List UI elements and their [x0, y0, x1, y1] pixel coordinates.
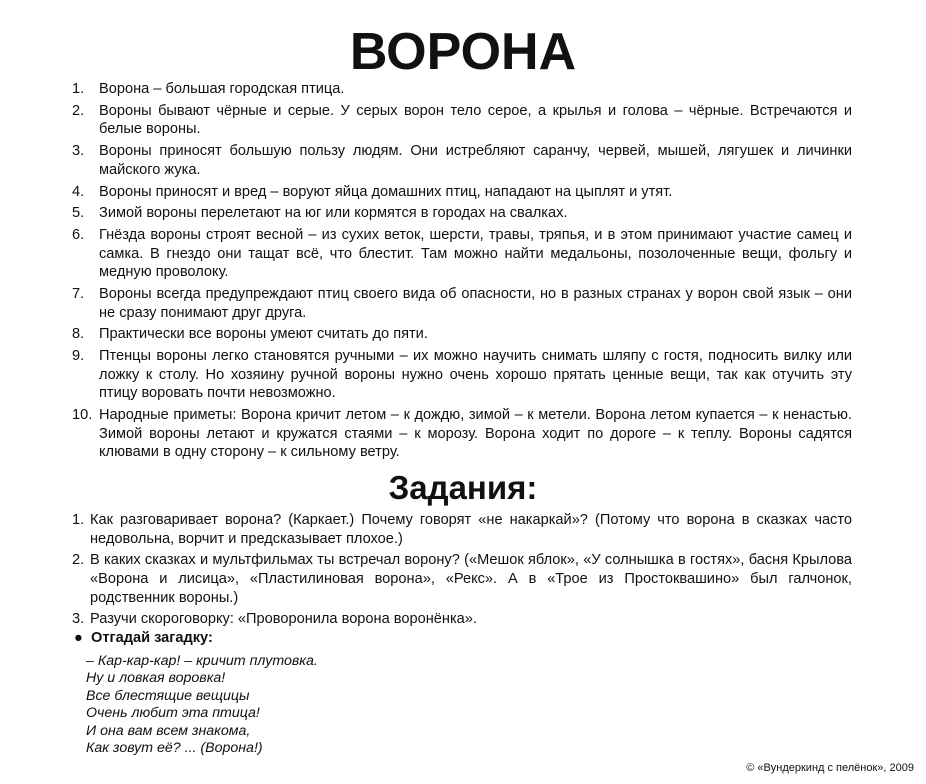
facts-list — [72, 80, 852, 465]
poem-line: – Кар-кар-кар! – кричит плутовка. — [86, 653, 318, 669]
item-number: 6. — [72, 227, 85, 244]
task-number: 1. — [72, 512, 85, 528]
bullet-icon: ● — [74, 630, 83, 646]
task-text: В каких сказках и мультфильмах ты встречал ворону? («Мешок яблок», «У солнышка в гостях», басня Крылова «Ворона и лисица», «Пластилиновая ворона», «Рекс». А в «Трое из Простоквашино» был галчонок, родственник вороны.) — [90, 552, 852, 606]
list-item — [72, 102, 852, 139]
list-item — [72, 325, 852, 344]
riddle-heading — [74, 630, 213, 646]
list-item — [72, 142, 852, 179]
item-number: 3. — [72, 143, 85, 160]
item-text: Зимой вороны перелетают на юг или кормятся в городах на свалках. — [99, 205, 568, 222]
item-text: Вороны приносят и вред – воруют яйца домашних птиц, нападают на цыплят и утят. — [99, 183, 673, 200]
task-item — [72, 610, 852, 629]
item-number: 10. — [72, 407, 93, 424]
task-item — [72, 511, 852, 548]
item-text: Вороны бывают чёрные и серые. У серых ворон тело серое, а крылья и голова – чёрные. Встречаются и белые вороны. — [99, 102, 852, 138]
list-item — [72, 183, 852, 202]
list-item — [72, 204, 852, 223]
item-number: 8. — [72, 326, 85, 343]
task-text: Разучи скороговорку: «Проворонила ворона воронёнка». — [90, 611, 477, 628]
list-item — [72, 347, 852, 403]
list-item — [72, 226, 852, 282]
item-text: Вороны приносят большую пользу людям. Они истребляют саранчу, червей, мышей, лягушек и личинки майского жука. — [99, 143, 852, 178]
page-title: ВОРОНА — [349, 23, 577, 81]
list-item — [72, 80, 852, 99]
copyright-notice: © «Вундеркинд с пелёнок», 2009 — [746, 762, 914, 774]
poem-line: Все блестящие вещицы — [86, 687, 250, 704]
item-text: Гнёзда вороны строят весной – из сухих веток, шерсти, травы, тряпья, и в этом принимают участие самец и самка. В гнездо они тащат всё, что блестит. Там можно найти медальоны, позолоченные вещи, фольгу и медную проволоку. — [99, 227, 852, 281]
tasks-heading: Задания: — [388, 469, 538, 506]
task-number: 3. — [72, 611, 85, 628]
item-number: 4. — [72, 183, 85, 200]
list-item — [72, 285, 852, 322]
task-item — [72, 551, 852, 607]
riddle-heading-label: Отгадай загадку: — [91, 630, 213, 646]
task-text: Как разговаривает ворона? (Каркает.) Почему говорят «не накаркай»? (Потому что ворона в сказках часто недовольна, ворчит и предсказывает плохое.) — [90, 512, 852, 547]
poem-line: Очень любит эта птица! — [86, 705, 260, 722]
item-number: 9. — [72, 348, 85, 365]
list-item — [72, 406, 852, 462]
item-number: 1. — [72, 81, 85, 97]
item-text: Вороны всегда предупреждают птиц своего вида об опасности, но в разных странах у ворон свой язык – они не сразу понимают друг друга. — [99, 286, 852, 321]
item-text: Птенцы вороны легко становятся ручными – их можно научить снимать шляпу с гостя, подносить вилку или ложку к столу. Но хозяину ручной вороны нужно очень хорошо прятать ценные вещи, так как отучить эту птицу воровать почти невозможно. — [99, 348, 852, 402]
poem-line: Как зовут её? ... (Ворона!) — [86, 740, 263, 757]
tasks-list — [72, 511, 852, 632]
item-text: Народные приметы: Ворона кричит летом – к дождю, зимой – к метели. Ворона летом купается – к ненастью. Зимой вороны летают и кружатся стаями – к морозу. Ворона ходит по дороге – к теплу. Вороны садятся клювами в одну сторону – к сильному ветру. — [99, 407, 852, 461]
poem-line: Ну и ловкая воровка! — [86, 670, 226, 687]
poem-line: И она вам всем знакома, — [86, 722, 251, 739]
riddle-poem — [86, 653, 318, 757]
task-number: 2. — [72, 552, 85, 569]
item-number: 7. — [72, 286, 85, 303]
item-text: Ворона – большая городская птица. — [99, 81, 345, 97]
item-number: 5. — [72, 205, 85, 222]
item-text: Практически все вороны умеют считать до пяти. — [99, 326, 428, 343]
item-number: 2. — [72, 102, 85, 119]
